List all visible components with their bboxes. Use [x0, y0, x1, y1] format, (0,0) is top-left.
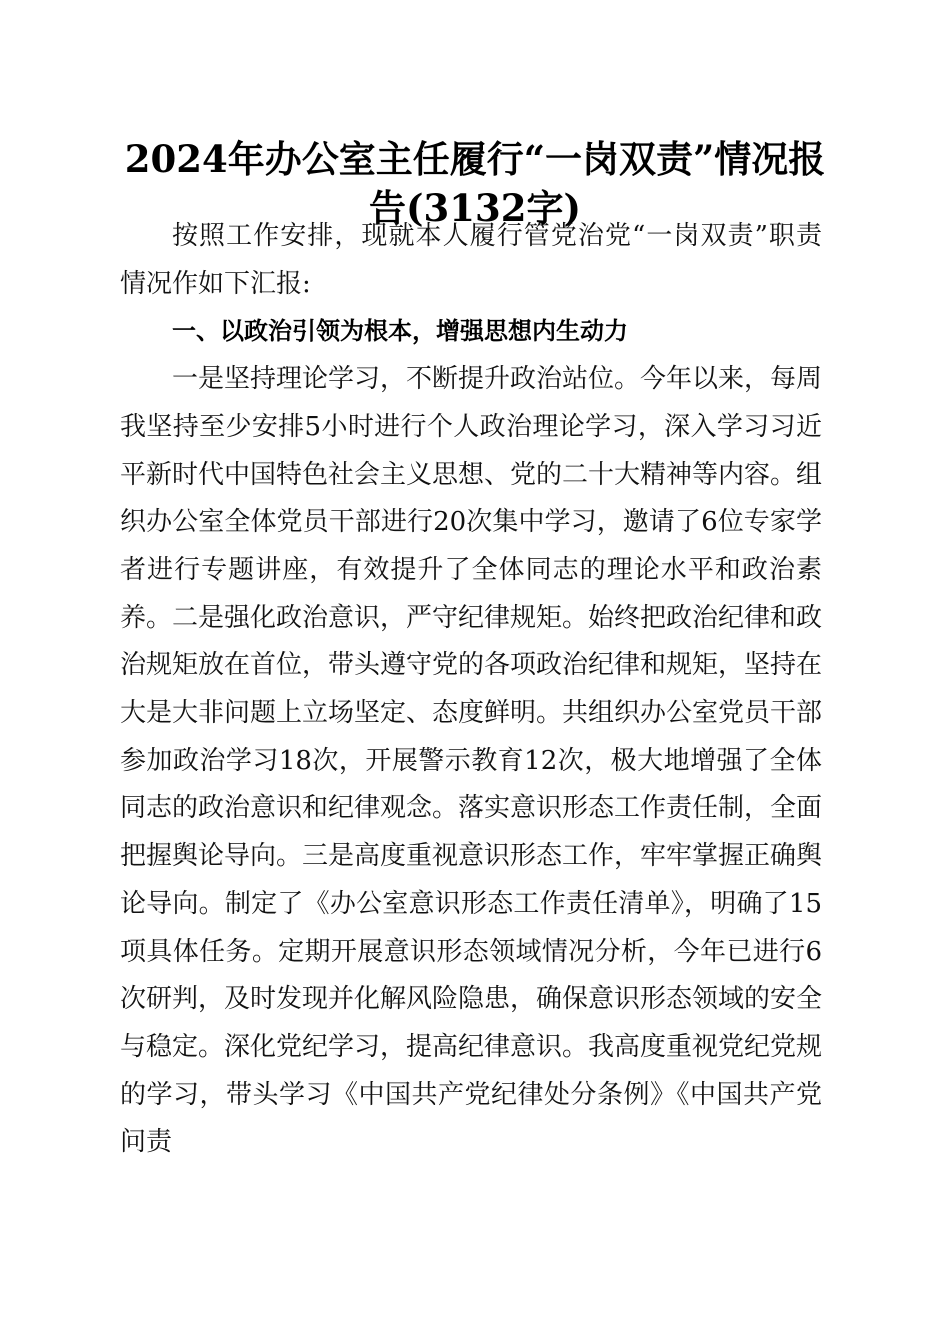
- intro-paragraph: 按照工作安排，现就本人履行管党治党“一岗双责”职责情况作如下汇报:: [120, 221, 822, 299]
- section-paragraph: 一是坚持理论学习，不断提升政治站位。今年以来，每周我坚持至少安排5小时进行个人政治理论学习，深入学习习近平新时代中国特色社会主义思想、党的二十大精神等内容。组织办公室全体党员干部进行20次集中学习，邀请了6位专家学者进行专题讲座，有效提升了全体同志的理论水平和政治素养。二是强化政治意识，严守纪律规矩。始终把政治纪律和政治规矩放在首位，带头遵守党的各项政治纪律和规矩，坚持在大是大非问题上立场坚定、态度鲜明。共组织办公室党员干部参加政治学习18次，开展警示教育12次，极大地增强了全体同志的政治意识和纪律观念。落实意识形态工作责任制，全面把握舆论导向。三是高度重视意识形态工作，牢牢掌握正确舆论导向。制定了《办公室意识形态工作责任清单》，明确了15项具体任务。定期开展意识形态领域情况分析，今年已进行6次研判，及时发现并化解风险隐患，确保意识形态领域的安全与稳定。深化党纪学习，提高纪律意识。我高度重视党纪党规的学习，带头学习《中国共产党纪律处分条例》《中国共产党问责: [120, 364, 823, 1158]
- section-heading: 一、以政治引领为根本，增强思想内生动力: [172, 317, 628, 346]
- document-title: 2024年办公室主任履行“一岗双责”情况报告(3132字): [124, 137, 826, 230]
- document-body: [120, 213, 822, 1167]
